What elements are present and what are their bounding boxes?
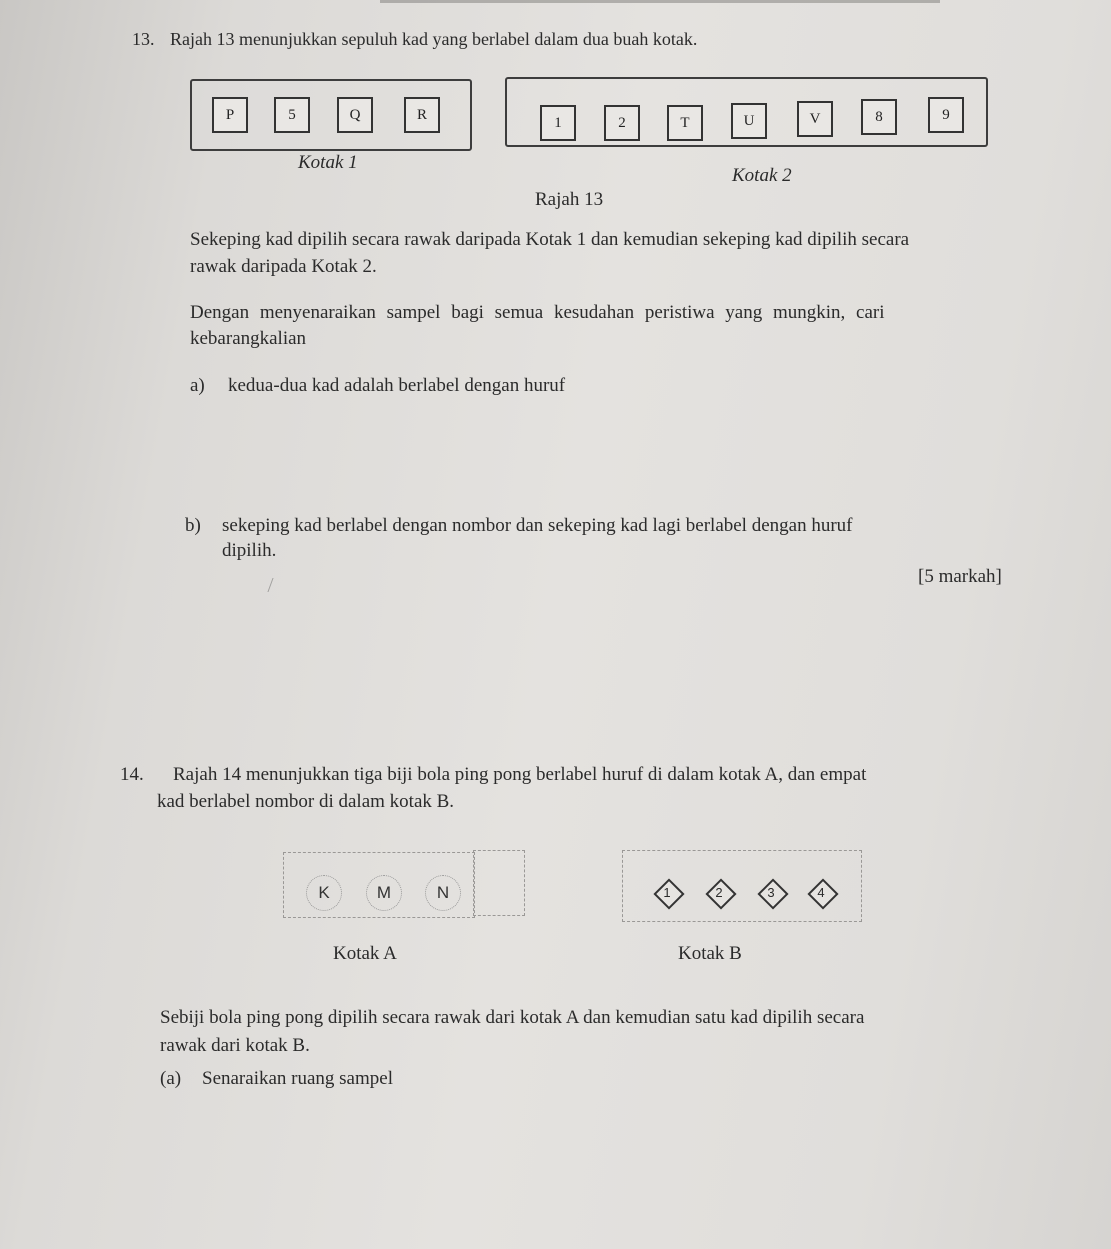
- q14-paragraph-line-1: Sebiji bola ping pong dipilih secara rawak dari kotak A dan kemudian satu kad dipilih secara: [160, 1007, 865, 1028]
- question-14-number: 14.: [120, 764, 144, 785]
- q13-paragraph-1-line-1: Sekeping kad dipilih secara rawak daripada Kotak 1 dan kemudian sekeping kad dipilih secara: [190, 229, 910, 250]
- q13-part-a-text: kedua-dua kad adalah berlabel dengan huruf: [228, 375, 566, 396]
- q13-paragraph-2-line-1: Dengan menyenaraikan sampel bagi semua kesudahan peristiwa yang mungkin, cari: [190, 302, 885, 323]
- ping-pong-ball: M: [366, 875, 402, 911]
- kotak-1-box: [190, 79, 472, 151]
- q14-part-a-label: (a): [160, 1068, 182, 1089]
- ping-pong-ball: K: [306, 875, 342, 911]
- figure-13-caption: Rajah 13: [535, 189, 604, 210]
- kotak-2-card: 8: [861, 99, 897, 135]
- q14-part-a-text: Senaraikan ruang sampel: [202, 1068, 393, 1089]
- q13-part-b-line-1: sekeping kad berlabel dengan nombor dan sekeping kad lagi berlabel dengan huruf: [222, 515, 853, 536]
- kotak-2-label: Kotak 2: [732, 165, 792, 186]
- q13-part-a-label: a): [190, 375, 205, 396]
- question-14-intro-line-1: Rajah 14 menunjukkan tiga biji bola ping pong berlabel huruf di dalam kotak A, dan empat: [173, 764, 867, 785]
- kotak-1-label: Kotak 1: [298, 152, 358, 173]
- kotak-2-card: 9: [928, 97, 964, 133]
- kotak-2-card: T: [667, 105, 703, 141]
- kotak-1-card: 5: [274, 97, 310, 133]
- kotak-2-card: V: [797, 101, 833, 137]
- kotak-1-card: Q: [337, 97, 373, 133]
- q13-paragraph-1-line-2: rawak daripada Kotak 2.: [190, 256, 377, 277]
- number-card-diamond: [706, 879, 732, 905]
- question-14-intro-line-2: kad berlabel nombor di dalam kotak B.: [157, 791, 455, 812]
- question-13-intro: Rajah 13 menunjukkan sepuluh kad yang berlabel dalam dua buah kotak.: [170, 29, 698, 49]
- kotak-2-card: 1: [540, 105, 576, 141]
- kotak-1-card: P: [212, 97, 248, 133]
- number-card-diamond: [758, 879, 784, 905]
- number-card-diamond: [654, 879, 680, 905]
- kotak-2-card: 2: [604, 105, 640, 141]
- kotak-1-card: R: [404, 97, 440, 133]
- q14-paragraph-line-2: rawak dari kotak B.: [160, 1035, 310, 1056]
- kotak-b-label: Kotak B: [678, 943, 742, 964]
- q13-part-b-line-2: dipilih.: [222, 540, 277, 561]
- ping-pong-ball: N: [425, 875, 461, 911]
- number-card-diamond: [808, 879, 834, 905]
- page-top-edge: [380, 0, 940, 3]
- q13-part-b-label: b): [185, 515, 201, 536]
- pencil-mark: [267, 578, 279, 592]
- kotak-a-side: [473, 850, 525, 916]
- number-card-label: 4: [817, 884, 825, 900]
- q13-paragraph-2-line-2: kebarangkalian: [190, 328, 307, 349]
- number-card-label: 3: [767, 884, 775, 900]
- question-13-number: 13.: [132, 29, 155, 49]
- kotak-a-label: Kotak A: [333, 943, 397, 964]
- q13-marks: [5 markah]: [918, 566, 1002, 587]
- kotak-2-box: [505, 77, 988, 147]
- kotak-2-card: U: [731, 103, 767, 139]
- number-card-label: 2: [715, 884, 723, 900]
- number-card-label: 1: [663, 884, 671, 900]
